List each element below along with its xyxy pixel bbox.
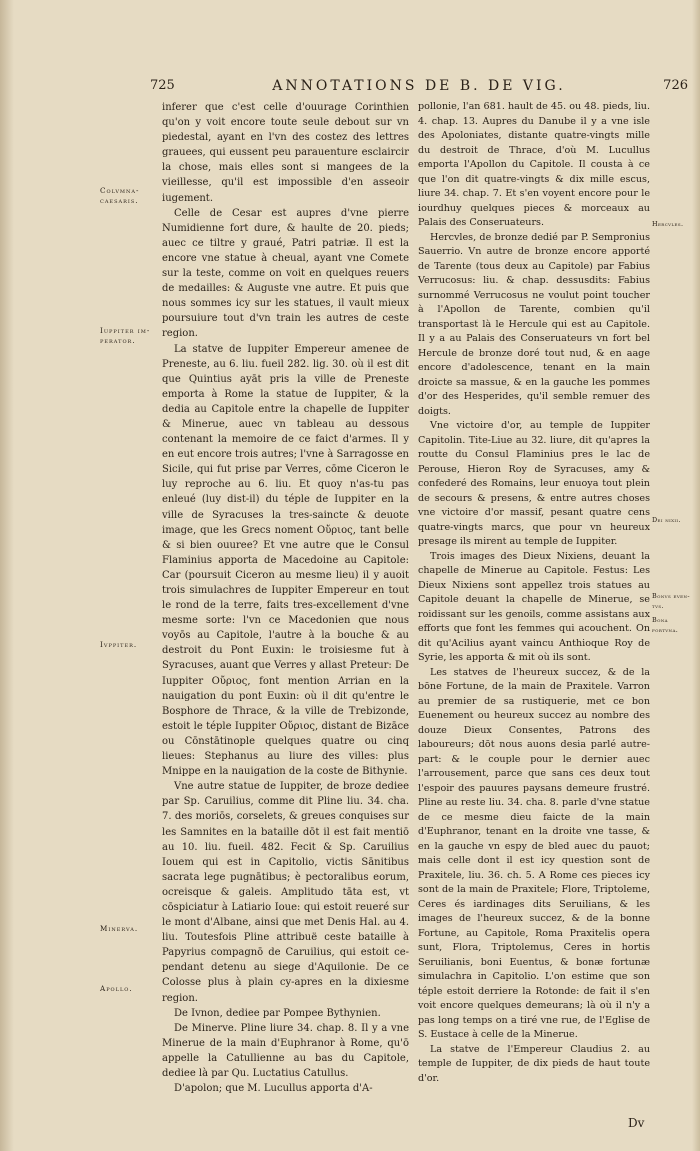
margin-note-dei-nixii: Dei nixii.: [652, 516, 681, 524]
margin-note-hercules: Hercvles.: [652, 220, 684, 228]
right-page-number: 726: [663, 78, 688, 93]
margin-note-apollo: Apollo.: [100, 984, 133, 993]
paragraph-claudius: La statve de l'Empereur Claudius 2. au temple de Iuppiter, de dix pieds de haut toute d'or.: [418, 1043, 650, 1084]
paragraph-iuppiter-imperator: La statve de Iuppiter Empereur amenee de Preneste, au 6. liu. fueil 282. lig. 30. où il est dit que Quintius ayāt pris la ville de Preneste emporta à Rome la statue de Iuppiter, & la dedia au Capitole entre la chapelle de Iuppiter & Minerue, auec vn tableau au dessous contenant la memoire de ce faict d'armes. Il y en eut encore trois autres; l'vne à Sarragosse en Sicile, qui fut prise par Verres, cōme Ciceron le luy reproche au 6. liu. Et quoy n'as-tu pas enleué (luy dist-il) du téple de Iuppiter en la ville de Syracuses la tres-saincte & deuote image, que les Grecs noment Οὔριος, tant belle & si bien ouuree? Et vne autre que le Consul Flaminius apporta de Macedoine au Capitole: Car (poursuit Ciceron au mesme lieu) il y auoit trois simulachres de Iuppiter Empereur en tout le rond de la terre, faits tres-excellement d'vne mesme sorte: l'vn ce Macedonien que nous voyōs au Capitole, l'autre à la bouche & au destroit du Pont Euxin: le troisiesme fut à Syracuses, auant que Verres y allast Preteur: De Iuppiter Οὔριος, font mention Arrian en la nauigation du pont Euxin: où il dit qu'entre le Bosphore de Thrace, & la ville de Trebizonde, estoit le téple Iuppiter Οὔριος, distant de Bizāce ou Cōnstātinople quelques quatre ou cinq lieues: Stephanus au liure des villes: plus Mnippe en la nauigation de la coste de Bithynie.: [162, 343, 409, 778]
paragraph-iunon: De Ivnon, dediee par Pompee Bythynien.: [174, 1007, 381, 1019]
paragraph-good-fortune: Les statves de l'heureux succez, & de la bōne Fortune, de la main de Praxitele. Varron au premier de sa rustiquerie, met ce bon Euenement ou heureux succez au nombre des douze Dieux Consentes, Patrons des laboureurs; dōt nous auons desia parlé autre-part: & le couple pour le dernier auec l'arrousement, parce que sans ces deux tout l'espoir des pauures paysans demeure frustré. Pline au reste liu. 34. cha. 8. parle d'vne statue de ce mesme dieu faicte de la main d'Euphranor, tenant en la droite vne tasse, & en la gauche vn espy de bled auec du pauot; mais celle dont il est icy question sont de Praxitele, liu. 36. ch. 5. A Rome ces pieces icy sont de la main de Praxitele; Flore, Triptoleme, Ceres és iardinages dits Seruilians, & les images de l'heureux succez, & de la bonne Fortune, au Capitole, Roma Praxitelis opera sunt, Flora, Triptolemus, Ceres in hortis Seruilianis, boni Euentus, & bonæ fortunæ simulachra in Capitolio. L'on estime que son téple estoit derriere la Rotonde: de fait il s'en voit encore quelques demeurans; là où il n'y a pas long temps on a tiré vne rue, de l'Eglise de S. Eustace à celle de la Minerue.: [418, 666, 650, 1040]
margin-note-columna-caesaris: Colvmna-caesaris.: [100, 186, 140, 205]
paragraph-apollo: D'apolon; que M. Lucullus apporta d'A-: [174, 1083, 373, 1095]
right-text-column: [418, 100, 650, 1086]
margin-note-iuppiter: Ivppiter.: [100, 640, 138, 649]
margin-note-bona-fortuna: Bona fortvna.: [652, 616, 679, 634]
catchword: Dv: [628, 1116, 645, 1130]
paragraph-hercules: Hercvles, de bronze dedié par P. Sempronius Sauerrio. Vn autre de bronze encore apporté de Tarente (tous deux au Capitole) par Fabius Verrucosus: liu. & chap. dessusdits: Fabius surnommé Verrucosus ne voulut point toucher à l'Apollon de Tarente, combien qu'il transportast là le Hercule qui est au Capitole. Il y a au Palais des Conseruateurs vn fort bel Hercule de bronze doré tout nud, & en aage encore d'adolescence, tenant en la main droicte sa massue, & en la gauche les pommes d'or des Hesperides, qu'il semble remuer des doigts.: [418, 231, 650, 417]
margin-note-minerva: Minerva.: [100, 924, 139, 933]
paragraph-golden-victory: Vne victoire d'or, au temple de Iuppiter Capitolin. Tite-Liue au 32. liure, dit qu'apres la routte du Consul Flaminius pres le lac de Perouse, Hieron Roy de Syracuses, amy & confederé des Romains, leur enuoya tout plein de secours & presens, & entre autres choses vne victoire d'or massif, pesant quatre cens quatre-vingts marcs, que pour vn heureux presage ils mirent au temple de Iuppiter.: [418, 420, 650, 547]
left-text-column: [162, 100, 409, 1096]
paragraph-corinthian-column: inferer que c'est celle d'ouurage Corinthien qu'on y voit encore toute seule debout sur vn piedestal, ayant en l'vn des costez des lettres grauees, qui eussent peu parauenture esclaircir la chose, mais elles sont si mangees de la vieillesse, qu'il est impossible d'en asseoir iugement.: [162, 102, 409, 204]
running-title: ANNOTATIONS DE B. DE VIG.: [272, 78, 566, 94]
margin-note-bonus-eventus: Bonvs even-tvs.: [652, 592, 690, 610]
paragraph-dei-nixii: Trois images des Dieux Nixiens, deuant la chapelle de Minerue au Capitole. Festus: Les Dieux Nixiens sont appellez trois statues au Capitole deuant la chapelle de Minerue, se roidissant sur les genoils, comme assistans aux efforts que font les femmes qui acouchent. On dit qu'Acilius ayant vaincu Anthioque Roy de Syrie, les apporta & mit où ils sont.: [418, 550, 650, 663]
paragraph-caesar: Celle de Cesar est aupres d'vne pierre Numidienne fort dure, & haulte de 20. pieds; auec ce tiltre y graué, Patri patriæ. Il est la encore vne statue à cheual, ayant vne Comete sur la teste, comme on voit en quelques reuers de medailles: & Auguste vne autre. Et puis que nous sommes icy sur les statues, il vault mieux poursuiure tout d'vn train les autres de ceste region.: [162, 207, 409, 340]
left-page-number: 725: [150, 78, 175, 93]
paragraph-minerva: De Minerve. Pline liure 34. chap. 8. Il y a vne Minerue de la main d'Euphranor à Rome, qu'ō appelle la Catullienne au bas du Capitole, dediee là par Qu. Luctatius Catullus.: [162, 1022, 409, 1079]
running-header: [150, 78, 688, 98]
paragraph-iuppiter-carvilius: Vne autre statue de Iuppiter, de broze dediee par Sp. Caruilius, comme dit Pline liu. 34. cha. 7. des moriōs, corselets, & greues conquises sur les Samnites en la bataille dōt il est fait mentiō au 10. liu. fueil. 482. Fecit & Sp. Caruilius Iouem qui est in Capitolio, victis Sānitibus sacrata lege pugnātibus; è pectoralibus eorum, ocreisque & galeis. Amplitudo tāta est, vt cōspiciatur à Latiario Ioue: qui estoit reueré sur le mont d'Albane, ainsi que met Denis Hal. au 4. liu. Toutesfois Pline attribuë ceste bataille à Papyrius compagnō de Caruilius, qui estoit ce-pendant detenu au siege d'Aquilonie. De ce Colosse plus à plain cy-apres en la dixiesme region.: [162, 781, 409, 1004]
margin-note-iuppiter-imperator: Iuppiter im-perator.: [100, 326, 151, 345]
paragraph-apollonia: pollonie, l'an 681. hault de 45. ou 48. pieds, liu. 4. chap. 13. Aupres du Danube il y a vne isle des Apoloniates, distante quatre-vingts mille du destroit de Thrace, d'où M. Lucullus emporta l'Apollon du Capitole. Il cousta à ce que l'on dit quatre-vingts & dix mille escus, liure 34. chap. 7. Et s'en voyent encore pour le iourdhuy quelques pieces & morceaux au Palais des Conseruateurs.: [418, 101, 650, 228]
